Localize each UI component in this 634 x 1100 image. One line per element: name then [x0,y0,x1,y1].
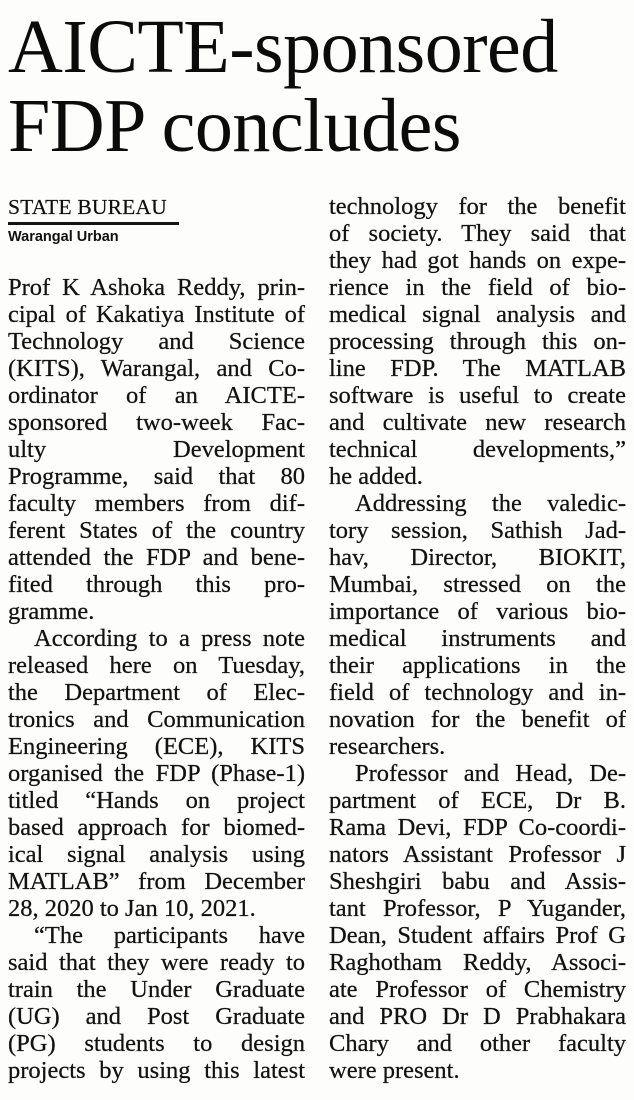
article-line: partment of ECE, Dr B. [329,787,626,814]
article-line: based approach for biomed- [8,814,305,841]
article-line: attended the FDP and bene- [8,544,305,571]
article-headline: AICTE-sponsored FDP concludes [8,5,558,168]
article-line: researchers. [329,733,446,760]
paragraph [8,625,305,922]
article-line: medical signal analysis and [329,301,626,328]
article-line: sponsored two-week Fac- [8,409,305,436]
article-line: Engineering (ECE), KITS [8,733,305,760]
article-line: novation for the benefit of [329,706,626,733]
article-line: Programme, said that 80 [8,463,305,490]
article-line: Technology and Science [8,328,305,355]
article-line: Sheshgiri babu and Assis- [329,868,626,895]
article-line: tronics and Communication [8,706,305,733]
article-line: their applications in the [329,652,626,679]
article-line: train the Under Graduate [8,976,305,1003]
article-line: ulty Development [8,436,305,463]
article-line: MATLAB” from December [8,868,305,895]
article-line: Prof K Ashoka Reddy, prin- [8,274,305,301]
article-line: ical signal analysis using [8,841,305,868]
article-line: Dean, Student affairs Prof G [329,922,626,949]
article-line: ferent States of the country [8,517,305,544]
article-line: Chary and other faculty [329,1030,626,1057]
article-line: they had got hands on expe- [329,247,626,274]
article-line: (UG) and Post Graduate [8,1003,305,1030]
paragraph [8,274,305,625]
paragraph [329,760,626,1084]
article-line: software is useful to create [329,382,626,409]
article-line: the Department of Elec- [8,679,305,706]
article-line: technical developments,” [329,436,626,463]
article-line: projects by using this latest [8,1057,305,1084]
article-line: Rama Devi, FDP Co-coordi- [329,814,626,841]
article-line: ordinator of an AICTE- [8,382,305,409]
article-line: hav, Director, BIOKIT, [329,544,626,571]
article-line: medical instruments and [329,625,626,652]
article-line: were present. [329,1057,460,1084]
article-line: field of technology and in- [329,679,626,706]
article-line: processing through this on- [329,328,626,355]
article-line: Raghotham Reddy, Associ- [329,949,626,976]
byline-bureau: STATE BUREAU [8,195,179,225]
article-line: and PRO Dr D Prabhakara [329,1003,626,1030]
paragraph [329,490,626,760]
article-line: Mumbai, stressed on the [329,571,626,598]
article-line: “The participants have [34,922,305,949]
article-line: he added. [329,463,423,490]
article-columns [8,193,626,1084]
article-line: According to a press note [34,625,305,652]
article-line: ate Professor of Chemistry [329,976,626,1003]
article-line: of society. They said that [329,220,626,247]
article-line: nators Assistant Professor J [329,841,626,868]
article-line: (KITS), Warangal, and Co- [8,355,305,382]
article-line: line FDP. The MATLAB [329,355,626,382]
article-line: rience in the field of bio- [329,274,626,301]
article-line: technology for the benefit [329,193,626,220]
article-line: Addressing the valedic- [355,490,626,517]
article-line: importance of various bio- [329,598,626,625]
article-line: titled “Hands on project [8,787,305,814]
article-line: fited through this pro- [8,571,305,598]
article-line: 28, 2020 to Jan 10, 2021. [8,895,256,922]
paragraph [329,193,626,490]
article-line: tory session, Sathish Jad- [329,517,626,544]
byline-block [8,193,305,274]
article-line: organised the FDP (Phase-1) [8,760,305,787]
article-line: Professor and Head, De- [355,760,626,787]
article-line: and cultivate new research [329,409,626,436]
article-line: released here on Tuesday, [8,652,305,679]
byline-location: Warangal Urban [8,229,119,245]
article-line: said that they were ready to [8,949,305,976]
article-line: cipal of Kakatiya Institute of [8,301,305,328]
article-column-left [8,193,305,1084]
article-line: gramme. [8,598,95,625]
article-column-right [329,193,626,1084]
article-line: tant Professor, P Yugander, [329,895,626,922]
article-line: (PG) students to design [8,1030,305,1057]
paragraph [8,922,305,1084]
article-line: faculty members from dif- [8,490,305,517]
